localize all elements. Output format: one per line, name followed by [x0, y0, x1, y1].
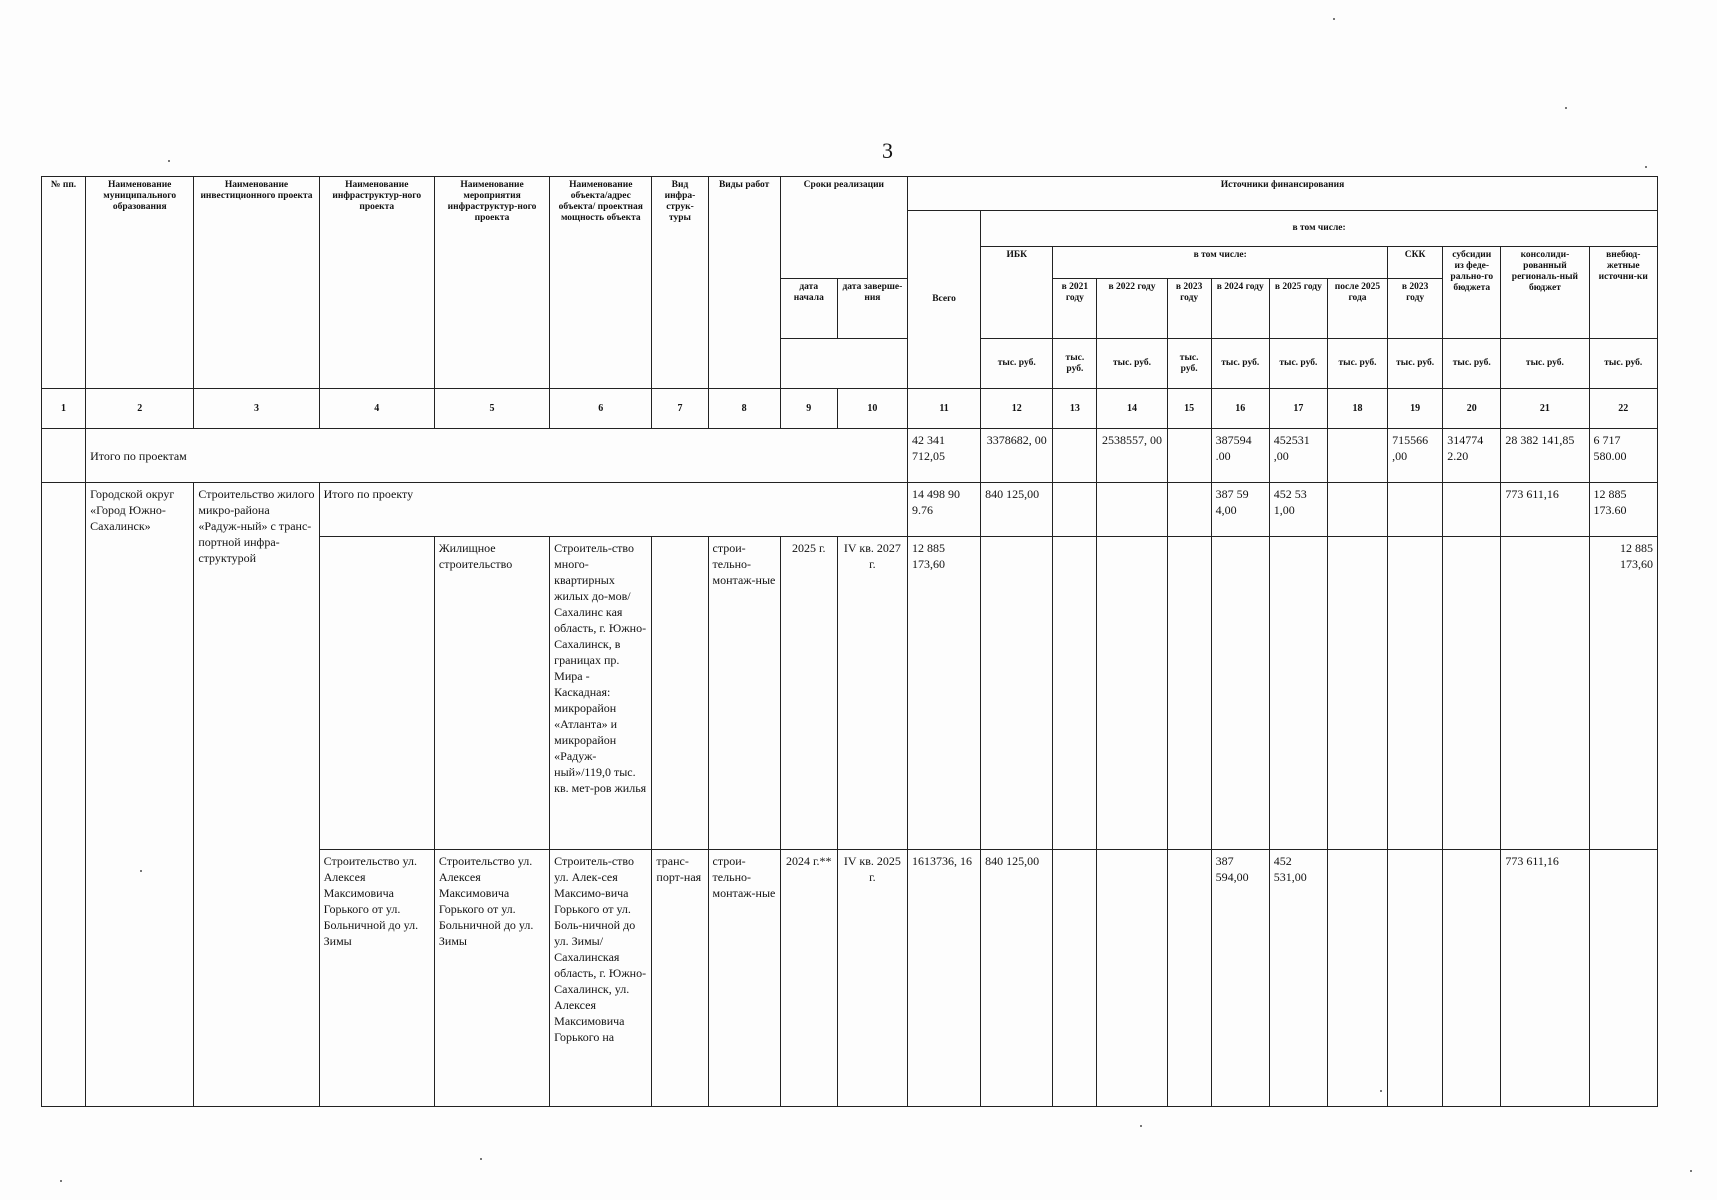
column-number: 13: [1053, 389, 1097, 429]
totals-ibk: 3378682, 00: [981, 429, 1053, 483]
header-year-2022: в 2022 году: [1097, 279, 1167, 339]
project-total-row: [42, 483, 1658, 537]
y2021-cell: [1053, 537, 1097, 850]
column-number: 1: [42, 389, 86, 429]
investment-project-cell: Строительство жилого микро-района «Радуж-ный» с транс-портной инфра-структурой: [194, 483, 319, 1107]
total-cell: 12 885 173,60: [907, 537, 980, 850]
unit-label: тыс. руб.: [1211, 339, 1269, 389]
infra-type-cell: [652, 537, 708, 850]
scan-speck: [1380, 1090, 1382, 1092]
column-number: 3: [194, 389, 319, 429]
ibk-cell: [981, 537, 1053, 850]
regional-cell: 773 611,16: [1501, 850, 1589, 1107]
column-number: 8: [708, 389, 780, 429]
totals-no: [42, 429, 86, 483]
totals-2023: [1167, 429, 1211, 483]
project-after-2025: [1327, 483, 1387, 537]
column-number: 17: [1269, 389, 1327, 429]
column-number: 6: [550, 389, 652, 429]
project-federal: [1443, 483, 1501, 537]
project-no: [42, 483, 86, 1107]
header-skk-2023: в 2023 году: [1388, 279, 1443, 339]
unit-label: тыс. руб.: [1097, 339, 1167, 389]
project-2024: 387 59 4,00: [1211, 483, 1269, 537]
object-cell: Строитель-ство ул. Алек-сея Максимо-вича Горького от ул. Боль-ничной до ул. Зимы/ Сахалинская область, г. Южно-Сахалинск, ул. Алексея Максимовича Горького на: [550, 850, 652, 1107]
unit-label: тыс. руб.: [1443, 339, 1501, 389]
project-extrabudget: 12 885 173.60: [1589, 483, 1657, 537]
project-regional: 773 611,16: [1501, 483, 1589, 537]
federal-cell: [1443, 537, 1501, 850]
scan-speck: [1333, 18, 1335, 20]
municipality-cell: Городской округ «Город Южно-Сахалинск»: [86, 483, 194, 1107]
skk-cell: [1388, 537, 1443, 850]
infra-project-cell: Строительство ул. Алексея Максимовича Горького от ул. Больничной до ул. Зимы: [319, 850, 434, 1107]
scan-speck: [60, 1180, 62, 1182]
event-cell: Жилищное строительство: [434, 537, 549, 850]
header-ibk-including: в том числе:: [1053, 247, 1388, 279]
totals-federal: 314774 2.20: [1443, 429, 1501, 483]
totals-2024: 387594 .00: [1211, 429, 1269, 483]
column-number: 15: [1167, 389, 1211, 429]
y2022-cell: [1097, 537, 1167, 850]
after-2025-cell: [1327, 850, 1387, 1107]
project-total: 14 498 90 9.76: [907, 483, 980, 537]
project-total-label: Итого по проекту: [319, 483, 907, 537]
column-number: 20: [1443, 389, 1501, 429]
unit-label: тыс. руб.: [1589, 339, 1657, 389]
totals-label: Итого по проектам: [86, 429, 908, 483]
start-date-cell: 2025 г.: [780, 537, 837, 850]
totals-2025: 452531 ,00: [1269, 429, 1327, 483]
column-number: 5: [434, 389, 549, 429]
event-cell: Строительство ул. Алексея Максимовича Горького от ул. Больничной до ул. Зимы: [434, 850, 549, 1107]
work-type-cell: строи-тельно-монтаж-ные: [708, 850, 780, 1107]
column-number: 22: [1589, 389, 1657, 429]
scan-speck: [1565, 107, 1567, 109]
header-investment-project: Наименование инвестиционного проекта: [194, 177, 319, 389]
header-row: [42, 177, 1658, 211]
totals-after-2025: [1327, 429, 1387, 483]
scan-speck: [140, 870, 142, 872]
header-end-date: дата заверше-ния: [837, 279, 907, 339]
header-timeline-spacer: [780, 339, 907, 389]
header-timeline: Сроки реализации: [780, 177, 907, 279]
work-type-cell: строи-тельно-монтаж-ные: [708, 537, 780, 850]
header-year-2025: в 2025 году: [1269, 279, 1327, 339]
header-infrastructure-event: Наименование мероприятия инфраструктур-ного проекта: [434, 177, 549, 389]
header-ibk: ИБК: [981, 247, 1053, 339]
end-date-cell: IV кв. 2027 г.: [837, 537, 907, 850]
totals-2021: [1053, 429, 1097, 483]
y2025-cell: [1269, 537, 1327, 850]
column-number: 16: [1211, 389, 1269, 429]
y2024-cell: [1211, 537, 1269, 850]
header-start-date: дата начала: [780, 279, 837, 339]
header-total: Всего: [907, 211, 980, 389]
totals-skk: 715566 ,00: [1388, 429, 1443, 483]
scan-speck: [480, 1158, 482, 1160]
project-2021: [1053, 483, 1097, 537]
object-cell: Строитель-ство много-квартирных жилых до-мов/Сахалинс кая область, г. Южно-Сахалинск, в границах пр. Мира - Каскадная: микрорайон «Атланта» и микрорайон «Радуж-ный»/119,0 тыс. кв. мет-ров жилья: [550, 537, 652, 850]
scan-speck: [1140, 1125, 1142, 1127]
header-year-2023: в 2023 году: [1167, 279, 1211, 339]
unit-label: тыс. руб.: [1501, 339, 1589, 389]
unit-label: тыс. руб.: [1327, 339, 1387, 389]
regional-cell: [1501, 537, 1589, 850]
column-number: 12: [981, 389, 1053, 429]
header-federal-subsidy: субсидии из феде-рально-го бюджета: [1443, 247, 1501, 339]
header-after-2025: после 2025 года: [1327, 279, 1387, 339]
end-date-cell: IV кв. 2025 г.: [837, 850, 907, 1107]
project-2023: [1167, 483, 1211, 537]
unit-label: тыс. руб.: [1269, 339, 1327, 389]
column-number: 11: [907, 389, 980, 429]
y2023-cell: [1167, 537, 1211, 850]
project-2025: 452 53 1,00: [1269, 483, 1327, 537]
totals-extrabudget: 6 717 580.00: [1589, 429, 1657, 483]
project-skk: [1388, 483, 1443, 537]
y2021-cell: [1053, 850, 1097, 1107]
column-number: 2: [86, 389, 194, 429]
skk-cell: [1388, 850, 1443, 1107]
header-extrabudget: внебюд-жетные источни-ки: [1589, 247, 1657, 339]
header-infrastructure-project: Наименование инфраструктур-ного проекта: [319, 177, 434, 389]
header-object-name: Наименование объекта/адрес объекта/ проектная мощность объекта: [550, 177, 652, 389]
infra-type-cell: транс-порт-ная: [652, 850, 708, 1107]
unit-label: тыс. руб.: [1167, 339, 1211, 389]
y2024-cell: 387 594,00: [1211, 850, 1269, 1107]
scan-speck: [168, 160, 170, 162]
column-number: 7: [652, 389, 708, 429]
start-date-cell: 2024 г.**: [780, 850, 837, 1107]
scan-speck: [1690, 1170, 1692, 1172]
header-skk: СКК: [1388, 247, 1443, 279]
header-year-2024: в 2024 году: [1211, 279, 1269, 339]
extrabudget-cell: 12 885 173,60: [1589, 537, 1657, 850]
column-number: 4: [319, 389, 434, 429]
totals-regional: 28 382 141,85: [1501, 429, 1589, 483]
ibk-cell: 840 125,00: [981, 850, 1053, 1107]
y2023-cell: [1167, 850, 1211, 1107]
after-2025-cell: [1327, 537, 1387, 850]
header-infrastructure-type: Вид инфра-струк-туры: [652, 177, 708, 389]
federal-cell: [1443, 850, 1501, 1107]
page-number: 3: [882, 138, 893, 163]
totals-total: 42 341 712,05: [907, 429, 980, 483]
column-number: 9: [780, 389, 837, 429]
totals-2022: 2538557, 00: [1097, 429, 1167, 483]
header-col-no: № пп.: [42, 177, 86, 389]
totals-row: [42, 429, 1658, 483]
column-number-row: [42, 389, 1658, 429]
header-year-2021: в 2021 году: [1053, 279, 1097, 339]
column-number: 21: [1501, 389, 1589, 429]
column-number: 14: [1097, 389, 1167, 429]
funding-table: [41, 176, 1658, 1107]
header-funding-sources: Источники финансирования: [907, 177, 1657, 211]
y2025-cell: 452 531,00: [1269, 850, 1327, 1107]
project-2022: [1097, 483, 1167, 537]
header-regional-budget: консолиди-рованный региональ-ный бюджет: [1501, 247, 1589, 339]
project-ibk: 840 125,00: [981, 483, 1053, 537]
header-including: в том числе:: [981, 211, 1658, 247]
unit-label: тыс. руб.: [1053, 339, 1097, 389]
column-number: 18: [1327, 389, 1387, 429]
scan-speck: [1645, 166, 1647, 168]
unit-label: тыс. руб.: [1388, 339, 1443, 389]
extrabudget-cell: [1589, 850, 1657, 1107]
header-municipality: Наименование муниципального образования: [86, 177, 194, 389]
infra-project-cell: [319, 537, 434, 850]
column-number: 10: [837, 389, 907, 429]
y2022-cell: [1097, 850, 1167, 1107]
total-cell: 1613736, 16: [907, 850, 980, 1107]
unit-label: тыс. руб.: [981, 339, 1053, 389]
header-work-types: Виды работ: [708, 177, 780, 389]
column-number: 19: [1388, 389, 1443, 429]
